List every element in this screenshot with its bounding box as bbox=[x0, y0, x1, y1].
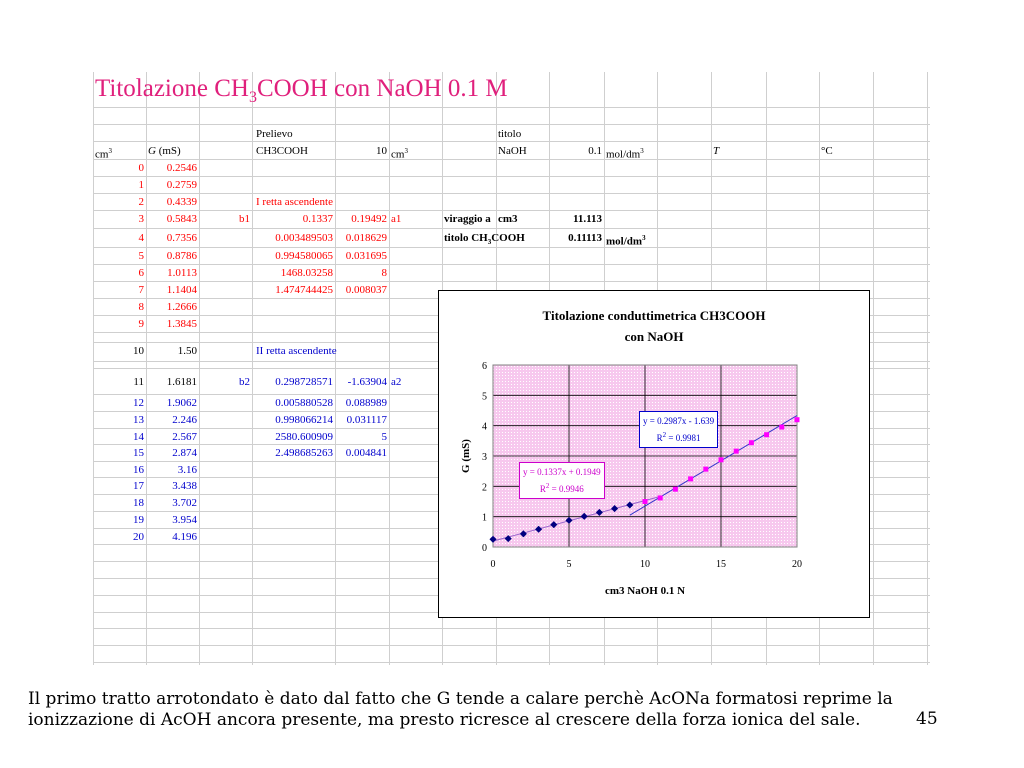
retta2-a: a2 bbox=[391, 376, 402, 388]
data-point bbox=[779, 425, 784, 430]
trendline-r2-1: $R^2 = 0.9946$ bbox=[539, 482, 584, 494]
y-tick-label: 6 bbox=[482, 361, 487, 372]
retta2-intercept: -1.63904 bbox=[347, 376, 387, 388]
retta2-b: b2 bbox=[239, 376, 250, 388]
retta2-cell: 2580.600909 bbox=[275, 431, 333, 443]
conductance-cell: 0.2759 bbox=[166, 179, 197, 191]
y-tick-label: 4 bbox=[482, 421, 487, 433]
x-tick-label: 20 bbox=[792, 559, 802, 570]
titolo-result-value: 0.11113 bbox=[568, 232, 602, 244]
volume-cell: 12 bbox=[133, 397, 144, 409]
y-tick-label: 3 bbox=[482, 452, 487, 463]
data-point bbox=[764, 432, 769, 437]
header-prelievo: Prelievo bbox=[256, 128, 293, 140]
y-tick-label: 5 bbox=[482, 391, 487, 403]
conductance-cell: 1.1404 bbox=[166, 284, 197, 296]
conductance-cell: 0.7356 bbox=[166, 232, 197, 244]
trendline-eq-1: y = 0.1337x + 0.1949 bbox=[523, 467, 601, 477]
data-point bbox=[658, 495, 663, 500]
retta1-cell: 0.008037 bbox=[345, 284, 387, 296]
retta1-cell: 0.018629 bbox=[345, 232, 387, 244]
conductance-cell: 3.954 bbox=[172, 514, 197, 526]
x-tick-label: 0 bbox=[490, 559, 496, 570]
volume-cell: 14 bbox=[133, 431, 144, 443]
retta2-cell: 0.005880528 bbox=[275, 397, 333, 409]
header-titolo: titolo bbox=[498, 128, 522, 140]
volume-cell: 0 bbox=[138, 162, 144, 174]
retta2-cell: 5 bbox=[381, 431, 387, 443]
viraggio-label: viraggio a bbox=[444, 213, 491, 225]
conductance-cell: 3.438 bbox=[172, 480, 197, 492]
data-point bbox=[643, 499, 648, 504]
viraggio-value: 11.113 bbox=[572, 213, 602, 225]
volume-cell: 19 bbox=[133, 514, 144, 526]
viraggio-unit: cm3 bbox=[498, 213, 518, 225]
retta1-slope: 0.1337 bbox=[302, 213, 333, 225]
x-tick-label: 10 bbox=[640, 559, 650, 570]
conductance-cell: 3.16 bbox=[177, 464, 197, 476]
volume-cell: 7 bbox=[138, 284, 144, 296]
chart-title-line1: Titolazione conduttimetrica CH3COOH bbox=[542, 308, 766, 323]
y-tick-label: 2 bbox=[482, 482, 487, 494]
y-tick-label: 1 bbox=[482, 512, 487, 524]
conductance-cell: 1.2666 bbox=[166, 301, 197, 313]
titolo-result-unit: mol/$dm^3$ bbox=[606, 234, 646, 248]
volume-cell: 13 bbox=[133, 414, 144, 426]
conductance-cell: 1.50 bbox=[177, 345, 197, 357]
retta2-cell: 0.031117 bbox=[346, 414, 387, 426]
volume-cell: 9 bbox=[138, 318, 144, 330]
prelievo-value: 10 bbox=[376, 145, 387, 157]
retta1-cell: 0.994580065 bbox=[275, 250, 333, 262]
page-number: 45 bbox=[916, 709, 938, 729]
retta2-cell: 0.004841 bbox=[345, 447, 387, 459]
header-naoh: NaOH bbox=[498, 145, 527, 157]
volume-cell: 11 bbox=[133, 376, 144, 388]
data-point bbox=[749, 440, 754, 445]
data-point bbox=[719, 457, 724, 462]
conductance-cell: 1.0113 bbox=[167, 267, 197, 279]
volume-cell: 16 bbox=[133, 464, 144, 476]
header-ch3cooh: CH3COOH bbox=[256, 145, 308, 157]
retta1-intercept: 0.19492 bbox=[351, 213, 387, 225]
data-point bbox=[673, 487, 678, 492]
retta1-a: a1 bbox=[391, 213, 402, 225]
retta1-cell: 0.003489503 bbox=[275, 232, 333, 244]
volume-cell: 18 bbox=[133, 497, 144, 509]
retta2-slope: 0.298728571 bbox=[275, 376, 333, 388]
titolo-result-label: titolo $CH_3COOH$ bbox=[444, 232, 525, 247]
conductance-cell: 1.9062 bbox=[166, 397, 197, 409]
volume-cell: 20 bbox=[133, 531, 144, 543]
volume-cell: 3 bbox=[138, 213, 144, 225]
retta1-b: b1 bbox=[239, 213, 250, 225]
retta1-label: I retta ascendente bbox=[256, 196, 333, 208]
titolo-unit: mol/$dm^3$ bbox=[606, 147, 644, 161]
x-axis-label: cm3 NaOH 0.1 N bbox=[604, 585, 686, 597]
volume-cell: 5 bbox=[138, 250, 144, 262]
x-tick-label: 5 bbox=[566, 559, 572, 570]
retta1-cell: 0.031695 bbox=[345, 250, 387, 262]
retta2-cell: 0.998066214 bbox=[275, 414, 333, 426]
conductance-cell: 1.6181 bbox=[166, 376, 197, 388]
conductance-cell: 2.567 bbox=[172, 431, 197, 443]
sheet-title: Titolazione $CH_3COOH$ con NaOH 0.1 M bbox=[95, 75, 508, 106]
conductance-cell: 0.4339 bbox=[166, 196, 197, 208]
data-point bbox=[734, 449, 739, 454]
conductance-cell: 4.196 bbox=[172, 531, 197, 543]
header-conductance: G (mS) bbox=[148, 145, 181, 157]
conductance-cell: 0.8786 bbox=[166, 250, 197, 262]
retta2-label: II retta ascendente bbox=[256, 345, 337, 357]
data-point bbox=[795, 417, 800, 422]
volume-cell: 6 bbox=[138, 267, 144, 279]
x-tick-label: 15 bbox=[716, 559, 726, 570]
trendline-label-2[interactable] bbox=[639, 411, 718, 448]
volume-cell: 15 bbox=[133, 447, 144, 459]
data-point bbox=[688, 476, 693, 481]
volume-cell: 2 bbox=[138, 196, 144, 208]
header-temperature: T bbox=[713, 145, 720, 157]
prelievo-unit: $cm^3$ bbox=[391, 147, 408, 161]
conductance-cell: 2.874 bbox=[172, 447, 197, 459]
retta2-cell: 0.088989 bbox=[345, 397, 387, 409]
volume-cell: 1 bbox=[138, 179, 144, 191]
trendline-eq-2: y = 0.2987x - 1.639 bbox=[643, 416, 715, 426]
retta1-cell: 1468.03258 bbox=[280, 267, 333, 279]
trendline-r2-2: $R^2 = 0.9981$ bbox=[656, 431, 701, 443]
slide-footnote: Il primo tratto arrotondato è dato dal fatto che G tende a calare perchè AcONa formatosi reprime la ionizzazione di AcOH ancora presente, ma presto ricresce al crescere della forza ionica del sale. bbox=[28, 689, 893, 730]
chart-object[interactable] bbox=[438, 290, 870, 618]
conductance-cell: 0.2546 bbox=[166, 162, 197, 174]
conductance-cell: 2.246 bbox=[172, 414, 197, 426]
chart-title-line2: con NaOH bbox=[624, 329, 684, 344]
conductance-cell: 1.3845 bbox=[166, 318, 197, 330]
y-axis-label: G (mS) bbox=[460, 439, 472, 473]
titolo-value: 0.1 bbox=[588, 145, 602, 157]
volume-cell: 4 bbox=[138, 232, 144, 244]
volume-cell: 10 bbox=[133, 345, 144, 357]
header-volume-unit: $cm^3$ bbox=[95, 147, 112, 161]
conductance-cell: 0.5843 bbox=[166, 213, 197, 225]
header-temperature-unit: °C bbox=[821, 145, 833, 157]
data-point bbox=[703, 467, 708, 472]
retta2-cell: 2.498685263 bbox=[275, 447, 333, 459]
volume-cell: 17 bbox=[133, 480, 144, 492]
y-tick-label: 0 bbox=[482, 543, 487, 554]
conductance-cell: 3.702 bbox=[172, 497, 197, 509]
chart-plot bbox=[439, 291, 869, 617]
trendline-label-1[interactable] bbox=[519, 462, 605, 499]
volume-cell: 8 bbox=[138, 301, 144, 313]
retta1-cell: 1.474744425 bbox=[275, 284, 333, 296]
retta1-cell: 8 bbox=[381, 267, 387, 279]
